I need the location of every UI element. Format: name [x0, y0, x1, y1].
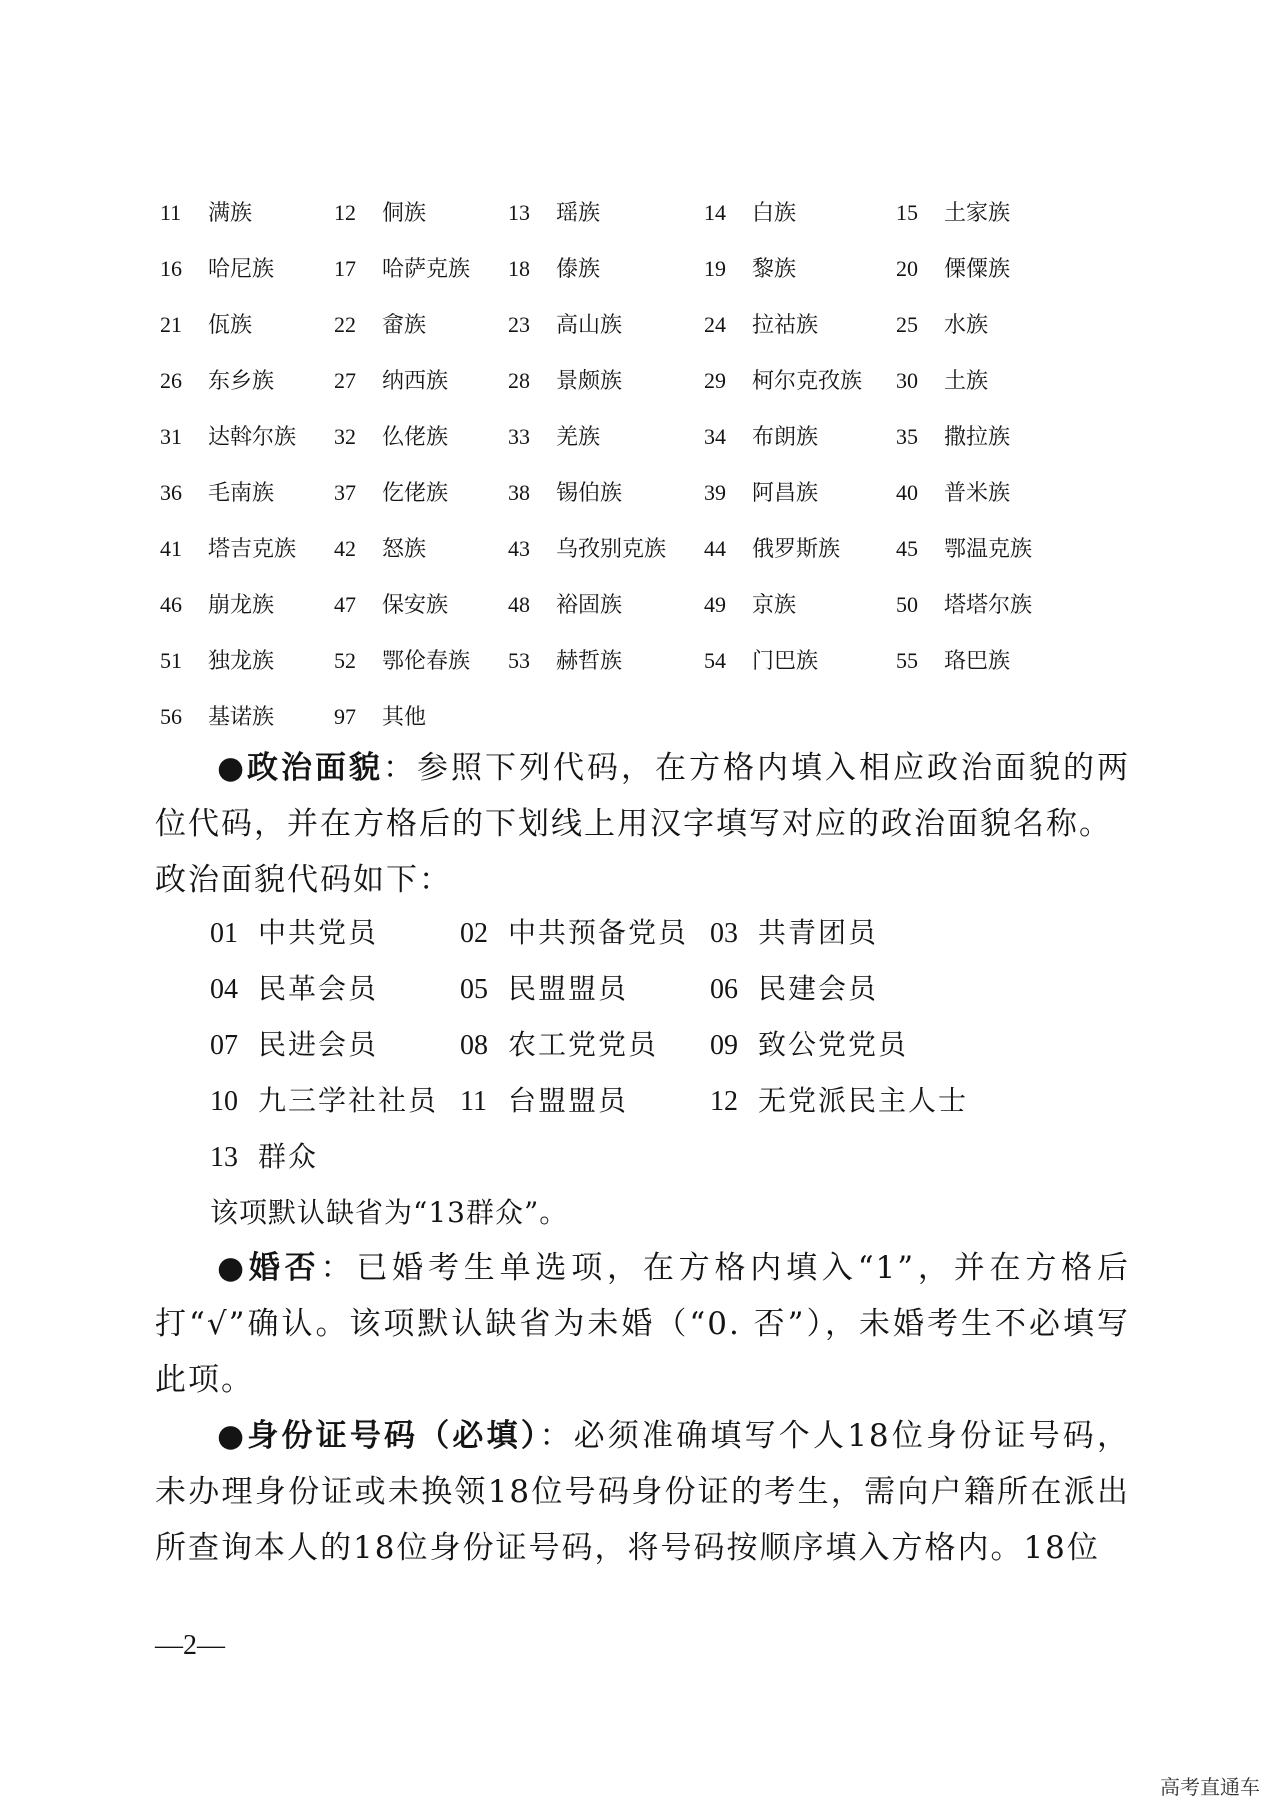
ethnic-code-item	[896, 465, 1090, 521]
code-number: 23	[508, 312, 530, 337]
code-label: 九三学社社员	[258, 1084, 439, 1117]
political-code-item	[210, 961, 460, 1017]
code-label: 布朗族	[752, 425, 819, 450]
ethnic-code-item	[334, 465, 508, 521]
ethnic-code-item	[160, 633, 334, 689]
political-code-item	[710, 905, 970, 961]
ethnic-code-item	[160, 409, 334, 465]
marriage-paragraph	[155, 1240, 1130, 1408]
code-number: 52	[334, 648, 356, 673]
code-label: 傈僳族	[944, 257, 1011, 282]
ethnic-code-item	[334, 409, 508, 465]
ethnic-code-item	[896, 185, 1090, 241]
ethnic-code-item	[896, 241, 1090, 297]
code-number: 03	[710, 918, 738, 949]
code-number: 56	[160, 704, 182, 729]
code-label: 独龙族	[208, 649, 275, 674]
code-label: 塔塔尔族	[944, 593, 1033, 618]
code-label: 裕固族	[556, 593, 623, 618]
code-label: 民革会员	[258, 972, 379, 1005]
code-label: 怒族	[382, 537, 427, 562]
code-number: 49	[704, 592, 726, 617]
code-label: 珞巴族	[944, 649, 1011, 674]
political-code-item	[710, 961, 970, 1017]
code-number: 46	[160, 592, 182, 617]
code-number: 25	[896, 312, 918, 337]
code-number: 41	[160, 536, 182, 561]
ethnic-code-item	[704, 241, 896, 297]
code-label: 毛南族	[208, 481, 275, 506]
political-default-note: 该项默认缺省为“13群众”。	[210, 1196, 569, 1229]
political-code-item	[460, 1017, 710, 1073]
code-number: 06	[710, 974, 738, 1005]
political-section	[155, 740, 1130, 908]
code-number: 13	[508, 200, 530, 225]
code-number: 42	[334, 536, 356, 561]
ethnic-code-item	[160, 353, 334, 409]
political-code-item	[460, 961, 710, 1017]
code-label: 东乡族	[208, 369, 275, 394]
political-code-item	[210, 905, 460, 961]
watermark-logo: 高考直通车	[1154, 1769, 1266, 1802]
marriage-text: ：已婚考生单选项，在方格内填入“1”，并在方格后打“√”确认。该项默认缺省为未婚（“0. 否”），未婚考生不必填写此项。	[155, 1250, 1130, 1398]
ethnic-code-item	[334, 297, 508, 353]
code-number: 34	[704, 424, 726, 449]
ethnic-code-item	[160, 241, 334, 297]
code-number: 20	[896, 256, 918, 281]
political-heading: ●政治面貌	[217, 750, 384, 786]
code-number: 12	[334, 200, 356, 225]
code-number: 55	[896, 648, 918, 673]
code-number: 27	[334, 368, 356, 393]
code-label: 景颇族	[556, 369, 623, 394]
code-number: 14	[704, 200, 726, 225]
code-label: 共青团员	[758, 916, 879, 949]
ethnic-code-item	[704, 185, 896, 241]
ethnic-code-item	[160, 185, 334, 241]
political-code-item	[210, 1073, 460, 1129]
ethnic-code-item	[334, 353, 508, 409]
code-number: 02	[460, 918, 488, 949]
code-number: 18	[508, 256, 530, 281]
code-number: 33	[508, 424, 530, 449]
code-label: 门巴族	[752, 649, 819, 674]
code-number: 45	[896, 536, 918, 561]
code-label: 水族	[944, 313, 989, 338]
code-label: 纳西族	[382, 369, 449, 394]
code-number: 04	[210, 974, 238, 1005]
political-intro: ：参照下列代码，在方格内填入相应政治面貌的两位代码，并在方格后的下划线上用汉字填写对应的政治面貌名称。	[155, 750, 1130, 842]
code-number: 47	[334, 592, 356, 617]
page-number: —2—	[155, 1630, 225, 1661]
ethnic-code-item	[704, 465, 896, 521]
code-label: 保安族	[382, 593, 449, 618]
code-label: 民建会员	[758, 972, 879, 1005]
code-number: 12	[710, 1086, 738, 1117]
code-label: 基诺族	[208, 705, 275, 730]
marriage-section	[155, 1240, 1130, 1408]
code-label: 仫佬族	[382, 425, 449, 450]
code-number: 51	[160, 648, 182, 673]
code-label: 佤族	[208, 313, 253, 338]
ethnic-code-item	[160, 465, 334, 521]
code-label: 拉祜族	[752, 313, 819, 338]
ethnic-code-item	[508, 633, 704, 689]
political-code-item	[710, 1073, 970, 1129]
code-label: 傣族	[556, 257, 601, 282]
code-label: 民盟盟员	[508, 972, 629, 1005]
ethnic-code-item	[508, 185, 704, 241]
code-number: 39	[704, 480, 726, 505]
code-label: 柯尔克孜族	[752, 369, 863, 394]
ethnic-code-item	[508, 241, 704, 297]
code-label: 撒拉族	[944, 425, 1011, 450]
ethnic-code-table	[160, 185, 1090, 745]
code-label: 阿昌族	[752, 481, 819, 506]
code-number: 35	[896, 424, 918, 449]
ethnic-code-item	[334, 185, 508, 241]
political-code-item	[710, 1017, 970, 1073]
code-number: 11	[160, 200, 182, 225]
code-label: 京族	[752, 593, 797, 618]
ethnic-code-item	[508, 297, 704, 353]
code-label: 畲族	[382, 313, 427, 338]
code-label: 民进会员	[258, 1028, 379, 1061]
code-number: 16	[160, 256, 182, 281]
code-number: 09	[710, 1030, 738, 1061]
ethnic-code-item	[704, 521, 896, 577]
code-number: 24	[704, 312, 726, 337]
code-label: 鄂温克族	[944, 537, 1033, 562]
code-number: 53	[508, 648, 530, 673]
code-label: 农工党党员	[508, 1028, 659, 1061]
political-intro-line2: 政治面貌代码如下：	[155, 862, 452, 898]
code-number: 44	[704, 536, 726, 561]
ethnic-code-item	[896, 577, 1090, 633]
code-label: 哈尼族	[208, 257, 275, 282]
ethnic-code-item	[334, 241, 508, 297]
code-number: 07	[210, 1030, 238, 1061]
ethnic-code-item	[896, 297, 1090, 353]
code-label: 哈萨克族	[382, 257, 471, 282]
code-number: 43	[508, 536, 530, 561]
code-label: 中共预备党员	[508, 916, 689, 949]
political-code-item	[460, 1073, 710, 1129]
code-number: 40	[896, 480, 918, 505]
ethnic-code-item	[334, 521, 508, 577]
code-label: 达斡尔族	[208, 425, 297, 450]
code-label: 侗族	[382, 201, 427, 226]
code-number: 11	[460, 1086, 487, 1117]
code-label: 黎族	[752, 257, 797, 282]
ethnic-code-item	[160, 521, 334, 577]
code-number: 19	[704, 256, 726, 281]
code-number: 97	[334, 704, 356, 729]
code-label: 仡佬族	[382, 481, 449, 506]
ethnic-code-item	[508, 521, 704, 577]
ethnic-code-item	[334, 689, 508, 745]
code-label: 白族	[752, 201, 797, 226]
code-label: 赫哲族	[556, 649, 623, 674]
code-number: 17	[334, 256, 356, 281]
ethnic-code-item	[160, 297, 334, 353]
ethnic-code-item	[896, 521, 1090, 577]
marriage-heading: ●婚否	[217, 1250, 321, 1286]
code-number: 10	[210, 1086, 238, 1117]
code-label: 满族	[208, 201, 253, 226]
code-label: 台盟盟员	[508, 1084, 629, 1117]
ethnic-code-item	[896, 353, 1090, 409]
ethnic-code-item	[508, 409, 704, 465]
code-label: 中共党员	[258, 916, 379, 949]
id-card-paragraph	[155, 1408, 1130, 1576]
code-number: 48	[508, 592, 530, 617]
id-card-text: ：必须准确填写个人18位身份证号码，未办理身份证或未换领18位号码身份证的考生，需向户籍所在派出所查询本人的18位身份证号码，将号码按顺序填入方格内。18位	[155, 1418, 1130, 1566]
code-number: 01	[210, 918, 238, 949]
ethnic-code-item	[704, 409, 896, 465]
ethnic-code-item	[704, 297, 896, 353]
code-number: 21	[160, 312, 182, 337]
ethnic-code-item	[896, 409, 1090, 465]
political-code-table	[210, 905, 970, 1185]
code-label: 俄罗斯族	[752, 537, 841, 562]
code-number: 54	[704, 648, 726, 673]
code-number: 36	[160, 480, 182, 505]
code-label: 瑶族	[556, 201, 601, 226]
code-label: 乌孜别克族	[556, 537, 667, 562]
id-card-section	[155, 1408, 1130, 1576]
ethnic-code-item	[334, 633, 508, 689]
code-label: 土家族	[944, 201, 1011, 226]
code-label: 鄂伦春族	[382, 649, 471, 674]
code-number: 26	[160, 368, 182, 393]
ethnic-code-item	[704, 577, 896, 633]
code-number: 22	[334, 312, 356, 337]
code-number: 28	[508, 368, 530, 393]
code-label: 锡伯族	[556, 481, 623, 506]
code-label: 羌族	[556, 425, 601, 450]
ethnic-code-item	[334, 577, 508, 633]
code-number: 32	[334, 424, 356, 449]
ethnic-code-item	[704, 633, 896, 689]
ethnic-code-item	[508, 353, 704, 409]
code-number: 05	[460, 974, 488, 1005]
code-number: 50	[896, 592, 918, 617]
code-number: 30	[896, 368, 918, 393]
code-label: 崩龙族	[208, 593, 275, 618]
political-code-item	[460, 905, 710, 961]
code-label: 其他	[382, 705, 427, 730]
ethnic-code-item	[508, 577, 704, 633]
code-number: 37	[334, 480, 356, 505]
code-number: 38	[508, 480, 530, 505]
code-label: 无党派民主人士	[758, 1084, 969, 1117]
code-number: 31	[160, 424, 182, 449]
political-code-item	[210, 1017, 460, 1073]
ethnic-code-item	[704, 353, 896, 409]
ethnic-code-item	[508, 465, 704, 521]
code-number: 29	[704, 368, 726, 393]
code-label: 塔吉克族	[208, 537, 297, 562]
code-number: 15	[896, 200, 918, 225]
political-paragraph	[155, 740, 1130, 852]
code-label: 土族	[944, 369, 989, 394]
ethnic-code-item	[160, 689, 334, 745]
code-number: 13	[210, 1142, 238, 1173]
political-code-item	[210, 1129, 460, 1185]
id-card-heading: ●身份证号码（必填）	[217, 1418, 540, 1454]
ethnic-code-item	[160, 577, 334, 633]
code-number: 08	[460, 1030, 488, 1061]
ethnic-code-item	[896, 633, 1090, 689]
code-label: 群众	[258, 1140, 319, 1173]
code-label: 普米族	[944, 481, 1011, 506]
code-label: 致公党党员	[758, 1028, 909, 1061]
code-label: 高山族	[556, 313, 623, 338]
